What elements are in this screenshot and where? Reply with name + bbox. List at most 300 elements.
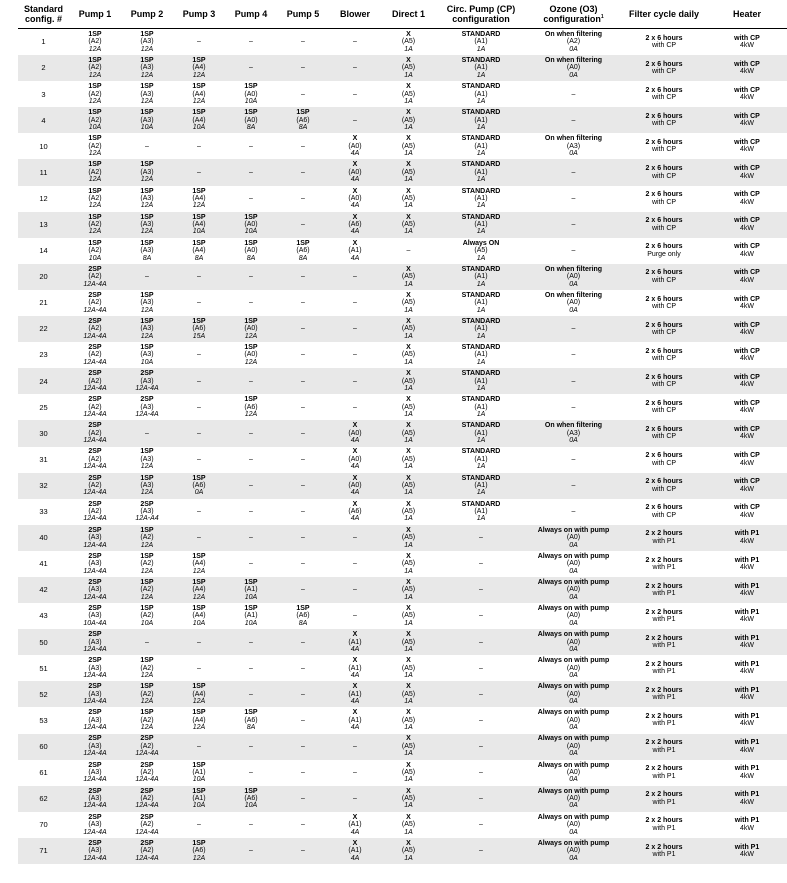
config-number: 60 [18,734,69,760]
cell-line: 12A-4A [135,411,159,419]
cell-pump-3 [173,499,225,525]
config-number: 61 [39,767,48,777]
cell-pump-2 [121,577,173,603]
cell-pump-1 [69,159,121,185]
config-number: 70 [39,820,48,830]
cell-line: (A1) [474,116,488,124]
cell-line: 2 x 2 hours [645,739,683,747]
cell-line: (A1) [474,64,488,72]
cell-blower [329,473,381,499]
cell-line: (A0) [566,768,581,776]
cell-line: (A2) [140,664,154,672]
cell-line: STANDARD [461,344,501,352]
cell-line: X [352,657,358,665]
cell-line: – [301,299,305,307]
cell-line: Always on with pump [537,605,610,612]
cell-line: with CP [734,165,760,173]
cell-line: 1A [476,71,486,79]
config-number: 41 [39,559,48,569]
cell-line: 2SP [88,448,102,456]
cell-line: (A0) [566,560,581,568]
cell-line: X [406,370,411,378]
cell-line: with CP [734,504,760,512]
cell-line: 4kW [740,146,754,154]
cell-line: 1SP [140,448,154,456]
cell-line: 10A [140,358,154,366]
cell-line: (A6) [244,795,258,803]
cell-line: 2SP [88,813,102,821]
cell-line: 10A [192,228,206,236]
table-row [18,655,787,681]
cell-line: 2SP [88,552,102,560]
cell-pump-1 [69,186,121,212]
cell-blower [329,447,381,473]
cell-pump-5 [277,55,329,81]
cell-pump-1 [69,55,121,81]
cell-line: 1A [476,176,486,184]
config-number: 14 [39,246,48,256]
cell-pump-1 [69,212,121,238]
cell-line: STANDARD [461,161,501,169]
cell-ozone [526,838,621,864]
cell-line: (A3) [140,403,154,411]
cell-circ-pump [436,812,526,838]
cell-circ-pump [436,499,526,525]
cell-circ-pump [436,760,526,786]
cell-line: 12A-4A [135,828,159,836]
cell-line: 1A [476,411,486,419]
cell-line: 12A [192,71,206,79]
cell-line: – [406,247,411,255]
cell-pump-5 [277,81,329,107]
cell-heater [707,290,787,316]
cell-line: 4kW [740,746,754,754]
cell-line: with P1 [652,537,676,545]
cell-line: 1A [404,515,413,523]
cell-line: 12A-4A [135,750,159,758]
cell-line: 1SP [244,109,258,117]
cell-line: 4kW [740,94,754,102]
cell-pump-5 [277,577,329,603]
config-number: 51 [39,663,48,673]
cell-line: (A0) [244,325,258,333]
header-row [18,0,787,29]
cell-line: 4kW [740,459,754,467]
cell-pump-3 [173,838,225,864]
cell-ozone [526,629,621,655]
cell-line: (A5) [401,38,416,46]
cell-line: 12A-4A [83,750,107,758]
cell-line: (A3) [88,821,102,829]
cell-heater [707,603,787,629]
table-row [18,577,787,603]
cell-line: (A0) [348,194,362,202]
cell-line: – [301,403,305,411]
cell-line: 12A-4A [83,384,107,392]
cell-line: – [301,168,305,176]
cell-line: (A3) [88,638,102,646]
cell-line: 12A-4A [83,854,107,862]
cell-line: 1SP [296,605,310,612]
cell-line: 1A [404,176,413,184]
cell-line: 12A-4A [83,724,107,732]
cell-line: 4kW [740,668,754,676]
cell-line: X [406,213,411,221]
cell-line: – [571,247,576,255]
cell-ozone [526,186,621,212]
cell-line: 12A-4A [83,332,107,340]
cell-line: (A6) [192,325,206,333]
cell-circ-pump [436,838,526,864]
cell-line: 2 x 6 hours [645,217,683,225]
cell-line: – [353,612,357,620]
cell-heater [707,238,787,264]
cell-line: (A2) [140,534,154,542]
cell-line: – [353,560,357,568]
cell-line: 10A [244,593,258,601]
cell-line: (A1) [474,508,488,516]
cell-line: 2 x 6 hours [645,191,683,199]
cell-blower [329,838,381,864]
cell-line: – [197,38,201,46]
cell-line: 12A [88,45,102,53]
cell-line: 4kW [740,302,754,310]
cell-line: 1A [404,358,413,366]
cell-line: (A1) [348,690,362,698]
cell-line: X [406,187,411,195]
cell-line: 2SP [140,761,154,769]
cell-line: 4kW [740,590,754,598]
cell-line: – [479,821,483,829]
cell-line: 1SP [244,578,258,586]
table-row [18,29,787,56]
cell-line: X [406,631,411,639]
cell-line: – [301,847,305,855]
cell-line: 4kW [740,381,754,389]
config-number: 12 [39,193,48,203]
cell-pump-2 [121,55,173,81]
cell-circ-pump [436,290,526,316]
cell-line: X [406,109,411,117]
cell-line: STANDARD [461,265,501,273]
cell-line: 2 x 2 hours [645,765,683,773]
cell-line: 1A [404,124,413,132]
cell-direct-1 [381,786,436,812]
cell-line: On when filtering [544,57,603,65]
cell-line: (A1) [348,716,362,724]
cell-line: 2 x 2 hours [645,791,683,799]
cell-blower [329,55,381,81]
cell-line: – [571,116,576,124]
cell-direct-1 [381,499,436,525]
cell-line: 1A [476,97,486,105]
config-number: 71 [18,838,69,864]
cell-line: (A6) [192,481,206,489]
cell-line: with CP [734,139,760,147]
cell-pump-5 [277,290,329,316]
table-row [18,290,787,316]
cell-line: 1A [476,150,486,158]
cell-blower [329,629,381,655]
cell-line: with P1 [734,713,760,721]
cell-line: – [301,194,305,202]
cell-heater [707,525,787,551]
cell-line: (A5) [401,403,416,411]
cell-line: Always on with pump [537,813,610,821]
cell-line: – [479,534,483,542]
cell-line: 12A-4A [83,802,107,810]
cell-line: 2 x 6 hours [645,60,683,68]
cell-ozone [526,603,621,629]
cell-line: with CP [651,511,677,519]
cell-line: 12A [140,489,154,497]
cell-pump-4 [225,316,277,342]
cell-line: – [301,221,305,228]
cell-filter-cycle [621,838,707,864]
cell-pump-4 [225,133,277,159]
cell-line: 4A [350,828,360,836]
cell-ozone [526,55,621,81]
cell-line: X [406,526,411,534]
cell-line: 2SP [88,787,102,795]
cell-line: (A3) [140,299,154,307]
cell-line: with CP [734,347,760,355]
cell-pump-3 [173,342,225,368]
cell-line: 8A [298,124,308,132]
cell-line: – [249,821,253,829]
table-row [18,499,787,525]
table-row [18,707,787,733]
cell-line: X [352,474,358,482]
cell-line: 1SP [244,213,258,221]
cell-line: (A1) [474,221,488,228]
cell-pump-1 [69,655,121,681]
cell-line: 0A [569,45,578,53]
cell-line: (A0) [566,821,581,829]
cell-line: 2 x 6 hours [645,243,683,251]
cell-line: 8A [246,124,256,132]
table-row [18,107,787,133]
cell-line: (A3) [88,586,102,594]
cell-line: (A0) [566,64,581,72]
cell-line: (A5) [401,273,416,281]
cell-blower [329,186,381,212]
cell-line: (A5) [401,221,416,228]
cell-line: with P1 [734,530,760,538]
cell-filter-cycle [621,551,707,577]
cell-line: 2 x 6 hours [645,373,683,381]
cell-blower [329,238,381,264]
cell-line: 10A [192,619,206,627]
cell-line: 4A [350,437,360,445]
cell-line: 2 x 2 hours [645,530,683,538]
cell-line: Always on with pump [537,657,610,665]
cell-line: Always on with pump [537,787,610,795]
cell-line: (A3) [140,168,154,176]
cell-filter-cycle [621,655,707,681]
cell-line: 4A [350,176,360,184]
cell-line: – [249,168,253,176]
cell-filter-cycle [621,133,707,159]
cell-line: – [571,325,576,333]
cell-line: (A1) [474,455,488,463]
cell-line: (A1) [474,403,488,411]
cell-heater [707,29,787,56]
cell-line: with CP [734,321,760,329]
cell-direct-1 [381,212,436,238]
cell-line: 12A-4A [83,306,107,314]
cell-pump-4 [225,629,277,655]
table-row [18,81,787,107]
cell-filter-cycle [621,420,707,446]
cell-line: (A2) [566,38,581,46]
cell-direct-1 [381,394,436,420]
cell-line: – [479,586,483,594]
cell-line: (A2) [88,508,102,516]
cell-pump-1 [69,290,121,316]
cell-line: with CP [651,433,677,441]
cell-line: Always on with pump [537,552,610,560]
cell-line: with CP [734,399,760,407]
cell-direct-1 [381,812,436,838]
cell-line: 12A-4A [83,463,107,471]
cell-line: STANDARD [461,83,501,91]
cell-ozone [526,447,621,473]
cell-line: 1SP [244,83,258,91]
cell-line: (A2) [88,116,102,124]
cell-ozone [526,264,621,290]
cell-line: – [301,690,305,698]
cell-pump-5 [277,629,329,655]
table-row [18,238,787,264]
cell-line: (A2) [140,612,154,620]
cell-line: 1SP [192,317,206,325]
cell-line: 1SP [140,109,154,117]
cell-circ-pump [436,238,526,264]
cell-line: – [301,742,305,750]
cell-line: 12A [192,97,206,105]
cell-line: with P1 [734,556,760,564]
cell-line: 4A [350,202,360,210]
cell-blower [329,551,381,577]
cell-pump-5 [277,159,329,185]
cell-line: with P1 [652,616,676,624]
cell-line: – [353,273,357,281]
cell-pump-3 [173,707,225,733]
cell-line: 0A [569,567,578,575]
cell-pump-4 [225,577,277,603]
config-number: 31 [39,454,48,464]
table-row [18,473,787,499]
cell-line: with CP [734,217,760,225]
cell-line: 2SP [88,578,102,586]
cell-line: 10A [140,619,154,627]
cell-line: 2 x 6 hours [645,112,683,120]
cell-line: 1A [476,437,486,445]
cell-filter-cycle [621,290,707,316]
cell-circ-pump [436,603,526,629]
cell-line: (A2) [88,325,102,333]
cell-line: 0A [569,724,578,732]
cell-ozone [526,655,621,681]
cell-pump-1 [69,577,121,603]
cell-line: 0A [569,306,578,314]
cell-circ-pump [436,133,526,159]
cell-line: (A4) [192,690,206,698]
cell-heater [707,394,787,420]
cell-pump-5 [277,655,329,681]
cell-line: 12A-4A [83,776,107,784]
cell-blower [329,133,381,159]
cell-line: 2 x 2 hours [645,817,683,825]
cell-line: with P1 [734,817,760,825]
cell-line: – [145,142,149,150]
cell-line: – [249,534,253,542]
cell-line: 12A [140,71,154,79]
cell-line: 12A-4A [83,515,107,523]
cell-line: (A1) [474,38,488,46]
cell-line: (A5) [401,481,416,489]
cell-pump-2 [121,734,173,760]
cell-line: 12A-4A [135,802,159,810]
cell-line: 2SP [88,605,102,612]
cell-line: with P1 [734,765,760,773]
cell-line: with P1 [734,582,760,590]
cell-line: 2SP [140,839,154,847]
cell-line: 1A [404,567,413,575]
cell-pump-3 [173,186,225,212]
cell-line: 1SP [140,578,154,586]
cell-line: – [353,351,357,359]
cell-line: 12A [140,202,154,210]
header-pump-4: Pump 4 [225,0,277,29]
config-number: 62 [18,786,69,812]
cell-line: 2SP [88,526,102,534]
cell-ozone [526,760,621,786]
cell-blower [329,707,381,733]
cell-line: (A3) [140,377,154,385]
table-row [18,212,787,238]
cell-line: 2SP [88,474,102,482]
cell-line: – [301,351,305,359]
cell-line: 1SP [140,552,154,560]
cell-line: 4kW [740,694,754,702]
cell-filter-cycle [621,734,707,760]
cell-pump-2 [121,212,173,238]
cell-pump-2 [121,525,173,551]
cell-line: (A5) [401,64,416,72]
header-blower: Blower [329,0,381,29]
cell-line: (A4) [192,247,206,255]
cell-pump-5 [277,447,329,473]
cell-heater [707,734,787,760]
cell-line: – [479,664,483,672]
cell-line: – [197,455,201,463]
cell-line: STANDARD [461,500,501,508]
cell-line: (A1) [474,377,488,385]
cell-line: On when filtering [544,265,603,273]
cell-line: 1A [476,228,486,236]
cell-line: 12A [192,724,206,732]
cell-line: X [352,239,358,247]
cell-circ-pump [436,186,526,212]
cell-line: – [249,455,253,463]
cell-heater [707,81,787,107]
cell-line: – [353,377,357,385]
cell-blower [329,342,381,368]
cell-line: 1A [476,332,486,340]
cell-pump-2 [121,655,173,681]
